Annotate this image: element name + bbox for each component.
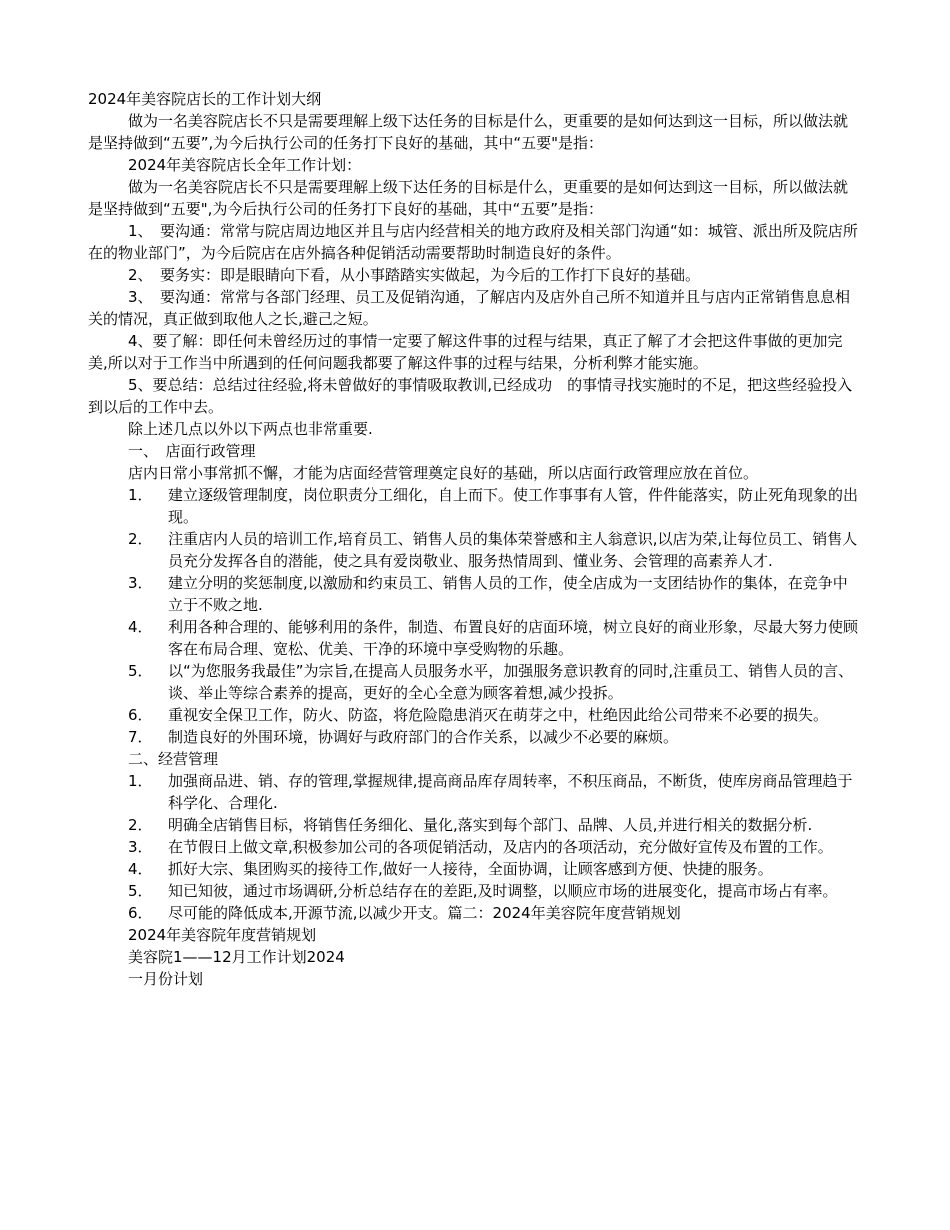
section-1-lead: 店内日常小事常抓不懈，才能为店面经营管理奠定良好的基础，所以店面行政管理应放在首位。 [128, 464, 759, 482]
item-text: 知已知彼，通过市场调研,分析总结存在的差距,及时调整，以顺应市场的进展变化，提高市场占有率。 [168, 882, 838, 900]
item-text: 明确全店销售目标，将销售任务细化、量化,落实到每个部门、品牌、人员,并进行相关的数据分析. [168, 816, 813, 834]
section-1-heading: 一、 店面行政管理 [128, 442, 256, 460]
plan-subtitle: 美容院1——12月工作计划2024 [128, 948, 345, 966]
list-item [128, 836, 862, 858]
item-number: 4． [128, 618, 153, 636]
item-number: 6． [128, 904, 153, 922]
five-point-2: 2、 要务实：即是眼睛向下看，从小事踏踏实实做起，为今后的工作打下良好的基础。 [128, 266, 701, 284]
plan-title: 2024年美容院年度营销规划 [128, 926, 317, 944]
document-title: 2024年美容院店长的工作计划大纲 [88, 90, 322, 108]
list-item [128, 616, 862, 660]
item-number: 5． [128, 882, 153, 900]
intro-paragraph-2: 做为一名美容院店长不只是需要理解上级下达任务的目标是什么，更重要的是如何达到这一目标，所以做法就是坚持做到“五要",为今后执行公司的任务打下良好的基础，其中“五要”是指： [88, 178, 849, 218]
item-number: 2． [128, 816, 153, 834]
item-text: 加强商品进、销、存的管理,掌握规律,提高商品库存周转率，不积压商品，不断货，使库房商品管理趋于科学化、合理化. [168, 772, 853, 812]
item-number: 5． [128, 662, 153, 680]
item-number: 6． [128, 706, 153, 724]
extra-note: 除上述几点以外以下两点也非常重要. [128, 420, 373, 438]
list-item [128, 814, 862, 836]
intro-paragraph-1: 做为一名美容院店长不只是需要理解上级下达任务的目标是什么，更重要的是如何达到这一目标，所以做法就是坚持做到“五要”,为今后执行公司的任务打下良好的基础，其中“五要"是指： [88, 112, 849, 152]
item-text: 注重店内人员的培训工作,培育员工、销售人员的集体荣誉感和主人翁意识,以店为荣,让每位员工、销售人员充分发挥各自的潜能，使之具有爱岗敬业、服务热情周到、懂业务、会管理的高素养人才. [168, 530, 858, 570]
item-text: 尽可能的降低成本,开源节流,以减少开支。篇二：2024年美容院年度营销规划 [168, 904, 681, 922]
item-text: 建立分明的奖惩制度,以激励和约束员工、销售人员的工作，使全店成为一支团结协作的集体，在竞争中立于不败之地. [168, 574, 848, 614]
five-point-1: 1、 要沟通：常常与院店周边地区并且与店内经营相关的地方政府及相关部门沟通“如：城管、派出所及院店所在的物业部门”，为今后院店在店外搞各种促销活动需要帮助时制造良好的条件。 [88, 222, 858, 262]
list-item [128, 528, 862, 572]
list-item [128, 880, 862, 902]
month-heading: 一月份计划 [128, 970, 204, 988]
list-item [128, 572, 862, 616]
five-point-3: 3、 要沟通：常常与各部门经理、员工及促销沟通，了解店内及店外自己所不知道并且与店内正常销售息息相关的情况，真正做到取他人之长,避己之短。 [88, 288, 851, 328]
item-text: 利用各种合理的、能够利用的条件，制造、布置良好的店面环境，树立良好的商业形象，尽最大努力使顾客在布局合理、宽松、优美、干净的环境中享受购物的乐趣。 [168, 618, 859, 658]
list-item [128, 858, 862, 880]
list-item [128, 704, 862, 726]
item-text: 制造良好的外围环境，协调好与政府部门的合作关系，以减少不必要的麻烦。 [168, 728, 679, 746]
item-number: 4． [128, 860, 153, 878]
five-point-5: 5、要总结：总结过往经验,将未曾做好的事情吸取教训,已经成功 的事情寻找实施时的不足，把这些经验投入到以后的工作中去。 [88, 376, 853, 416]
item-text: 抓好大宗、集团购买的接待工作,做好一人接待，全面协调，让顾客感到方便、快捷的服务。 [168, 860, 773, 878]
item-number: 3． [128, 838, 153, 856]
item-number: 1． [128, 772, 153, 790]
list-item [128, 484, 862, 528]
list-item [128, 660, 862, 704]
subtitle: 2024年美容院店长全年工作计划： [128, 156, 362, 174]
item-text: 以“为您服务我最佳”为宗旨,在提高人员服务水平，加强服务意识教育的同时,注重员工、销售人员的言、谈、举止等综合素养的提高，更好的全心全意为顾客着想,减少投拆。 [168, 662, 854, 702]
item-text: 在节假日上做文章,积极参加公司的各项促销活动，及店内的各项活动，充分做好宣传及布置的工作。 [168, 838, 833, 856]
section-2-list [88, 770, 862, 924]
section-1-list [88, 484, 862, 748]
item-number: 3． [128, 574, 153, 592]
item-text: 建立逐级管理制度，岗位职责分工细化，自上而下。使工作事事有人管，件件能落实，防止死角现象的出现。 [168, 486, 859, 526]
item-text: 重视安全保卫工作，防火、防盗，将危险隐患消灭在萌芽之中，杜绝因此给公司带来不必要的损失。 [168, 706, 829, 724]
item-number: 7． [128, 728, 153, 746]
item-number: 1． [128, 486, 153, 504]
item-number: 2． [128, 530, 153, 548]
list-item [128, 770, 862, 814]
section-2-heading: 二、经营管理 [128, 750, 219, 768]
list-item [128, 726, 862, 748]
list-item [128, 902, 862, 924]
five-point-4: 4、要了解：即任何未曾经历过的事情一定要了解这件事的过程与结果，真正了解了才会把这件事做的更加完美,所以对于工作当中所遇到的任何问题我都要了解这件事的过程与结果，分析利弊才能实施。 [88, 332, 843, 372]
